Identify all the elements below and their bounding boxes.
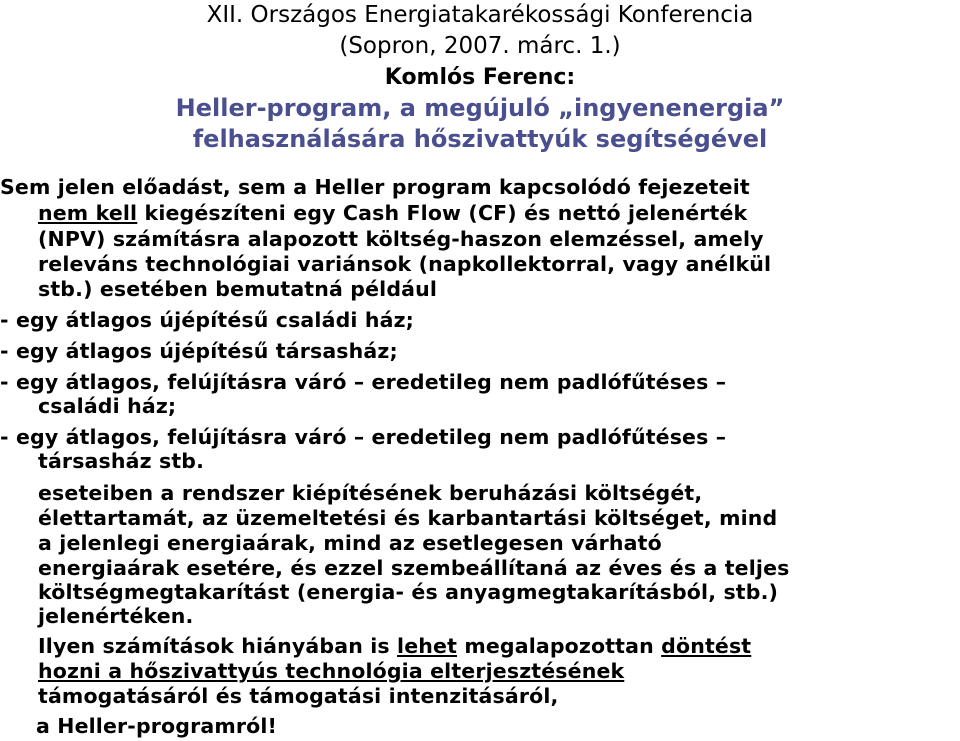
conclusion-line-3: támogatásáról és támogatási intenzitásáról, [38, 684, 559, 708]
cost-line-6: jelenértéken. [38, 604, 194, 628]
cost-line-2: élettartamát, az üzemeltetési és karbantartási költséget, mind [38, 506, 778, 530]
list-item-1: - egy átlagos újépítésű családi ház; [0, 308, 415, 332]
conference-title: XII. Országos Energiatakarékossági Konferencia [206, 2, 754, 28]
dontest-underlined: döntést [661, 634, 752, 658]
intro-line-5: stb.) esetében bemutatná például [38, 277, 438, 301]
list-item-4-line-2: társasház stb. [38, 449, 205, 473]
cost-line-3: a jelenlegi energiaárak, mind az esetlegesen várható [38, 531, 662, 555]
title-block [0, 0, 960, 155]
lehet-underlined: lehet [397, 634, 458, 658]
intro-line-2-rest: kiegészíteni egy Cash Flow (CF) és nettó jelenérték [137, 201, 748, 225]
list-item-4-line-1: - egy átlagos, felújításra váró – eredetileg nem padlófűtéses – [0, 425, 727, 449]
conclusion-line-1 [38, 634, 751, 658]
intro-line-4: releváns technológiai variánsok (napkollektorral, vagy anélkül [38, 252, 772, 276]
subtitle-line-1: Heller-program, a megújuló „ingyenenergia” [175, 94, 785, 122]
list-item-2: - egy átlagos újépítésű társasház; [0, 339, 398, 363]
conference-date: (Sopron, 2007. márc. 1.) [339, 33, 621, 59]
list-item-3-line-1: - egy átlagos, felújításra váró – eredetileg nem padlófűtéses – [0, 370, 727, 394]
conclusion-line-2: hozni a hőszivattyús technológia elterjesztésének [38, 659, 625, 683]
conclusion-text-b: megalapozottan [457, 634, 662, 658]
cost-line-4: energiaárak esetére, és ezzel szembeállítaná az éves és a teljes [38, 556, 790, 580]
cost-line-1: eseteiben a rendszer kiépítésének beruházási költségét, [38, 481, 703, 505]
author-name: Komlós Ferenc: [384, 65, 576, 90]
subtitle-line-2: felhasználására hőszivattyúk segítségével [192, 125, 768, 153]
conclusion-text-a: Ilyen számítások hiányában is [38, 634, 398, 658]
intro-line-1: Sem jelen előadást, sem a Heller program kapcsolódó fejezeteit [0, 175, 750, 199]
intro-line-2 [38, 201, 747, 225]
conclusion-line-4: a Heller-programról! [36, 714, 278, 738]
nem-kell-underlined: nem kell [38, 201, 138, 225]
list-item-3-line-2: családi ház; [38, 394, 177, 418]
cost-line-5: költségmegtakarítást (energia- és anyagmegtakarításból, stb.) [38, 580, 779, 604]
intro-line-3: (NPV) számításra alapozott költség-haszon elemzéssel, amely [38, 227, 764, 251]
